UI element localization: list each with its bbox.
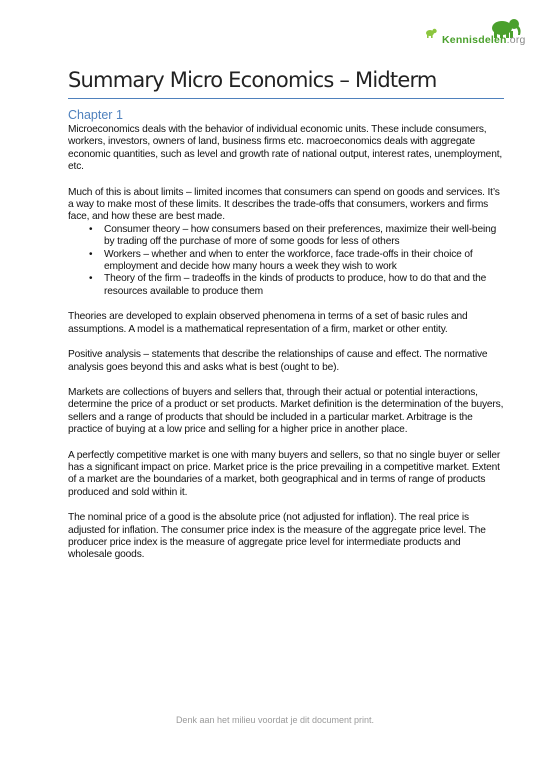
- bullet-theory-of-firm: • Theory of the firm – tradeoffs in the kinds of products to produce, how to do that and the resources available to produce them: [104, 273, 504, 298]
- paragraph-limits: Much of this is about limits – limited incomes that consumers can spend on goods and services. It’s a way to make most of these limits. It describes the trade-offs that consumers, workers and firms face, and how these are best made.: [68, 186, 500, 223]
- chapter-heading: Chapter 1: [68, 108, 123, 122]
- paragraph-theories: Theories are developed to explain observed phenomena in terms of a set of basic rules and assumptions. A model is a mathematical representation of a firm, market or other entity.: [68, 311, 468, 335]
- page-footer: Denk aan het milieu voordat je dit document print.: [175, 715, 375, 725]
- paragraph-microeconomics: Microeconomics deals with the behavior of individual economic units. These include consumers, workers, investors, owners of land, business firms etc. macroeconomics deals with aggregate economic quantities, such as level and growth rate of national output, interest rates, unemployment, etc.: [68, 124, 503, 173]
- paragraph-positive-analysis: Positive analysis – statements that describe the relationships of cause and effect. The normative analysis goes beyond this and asks what is best (ought to be).: [68, 349, 488, 373]
- paragraph-markets: Markets are collections of buyers and sellers that, through their actual or potential interactions, determine the price of a product or set products. Market definition is the determination of the buyers, sellers and a range of products that should be included in a particular market. Arbitrage is the practice of buying at a low price and selling for a higher price in another place.: [68, 386, 504, 436]
- bullet-consumer-theory: • Consumer theory – how consumers based on their preferences, maximize their well-being by trading off the purchase of more of some goods for less of others: [104, 224, 504, 249]
- paragraph-prices: The nominal price of a good is the absolute price (not adjusted for inflation). The real price is adjusted for inflation. The consumer price index is the measure of the aggregate price level. The producer price index is the measure of aggregate price level for intermediate products and wholesale goods.: [68, 512, 486, 561]
- document-body: [68, 68, 504, 575]
- logo-text: Kennisdelen.org: [442, 34, 526, 46]
- bullet-list: [68, 224, 504, 298]
- kennisdelen-logo: [422, 14, 534, 50]
- document-title: Summary Micro Economics – Midterm: [68, 68, 504, 99]
- paragraph-competitive-market: A perfectly competitive market is one with many buyers and sellers, so that no single buyer or seller has a significant impact on price. Market price is the price prevailing in a competitive market. Extent of a market are the boundaries of a market, both geographical and in terms of range of products produced and sold within it.: [68, 449, 501, 498]
- bullet-workers: • Workers – whether and when to enter the workforce, face trade-offs in their choice of employment and decide how many hours a week they wish to work: [104, 249, 504, 274]
